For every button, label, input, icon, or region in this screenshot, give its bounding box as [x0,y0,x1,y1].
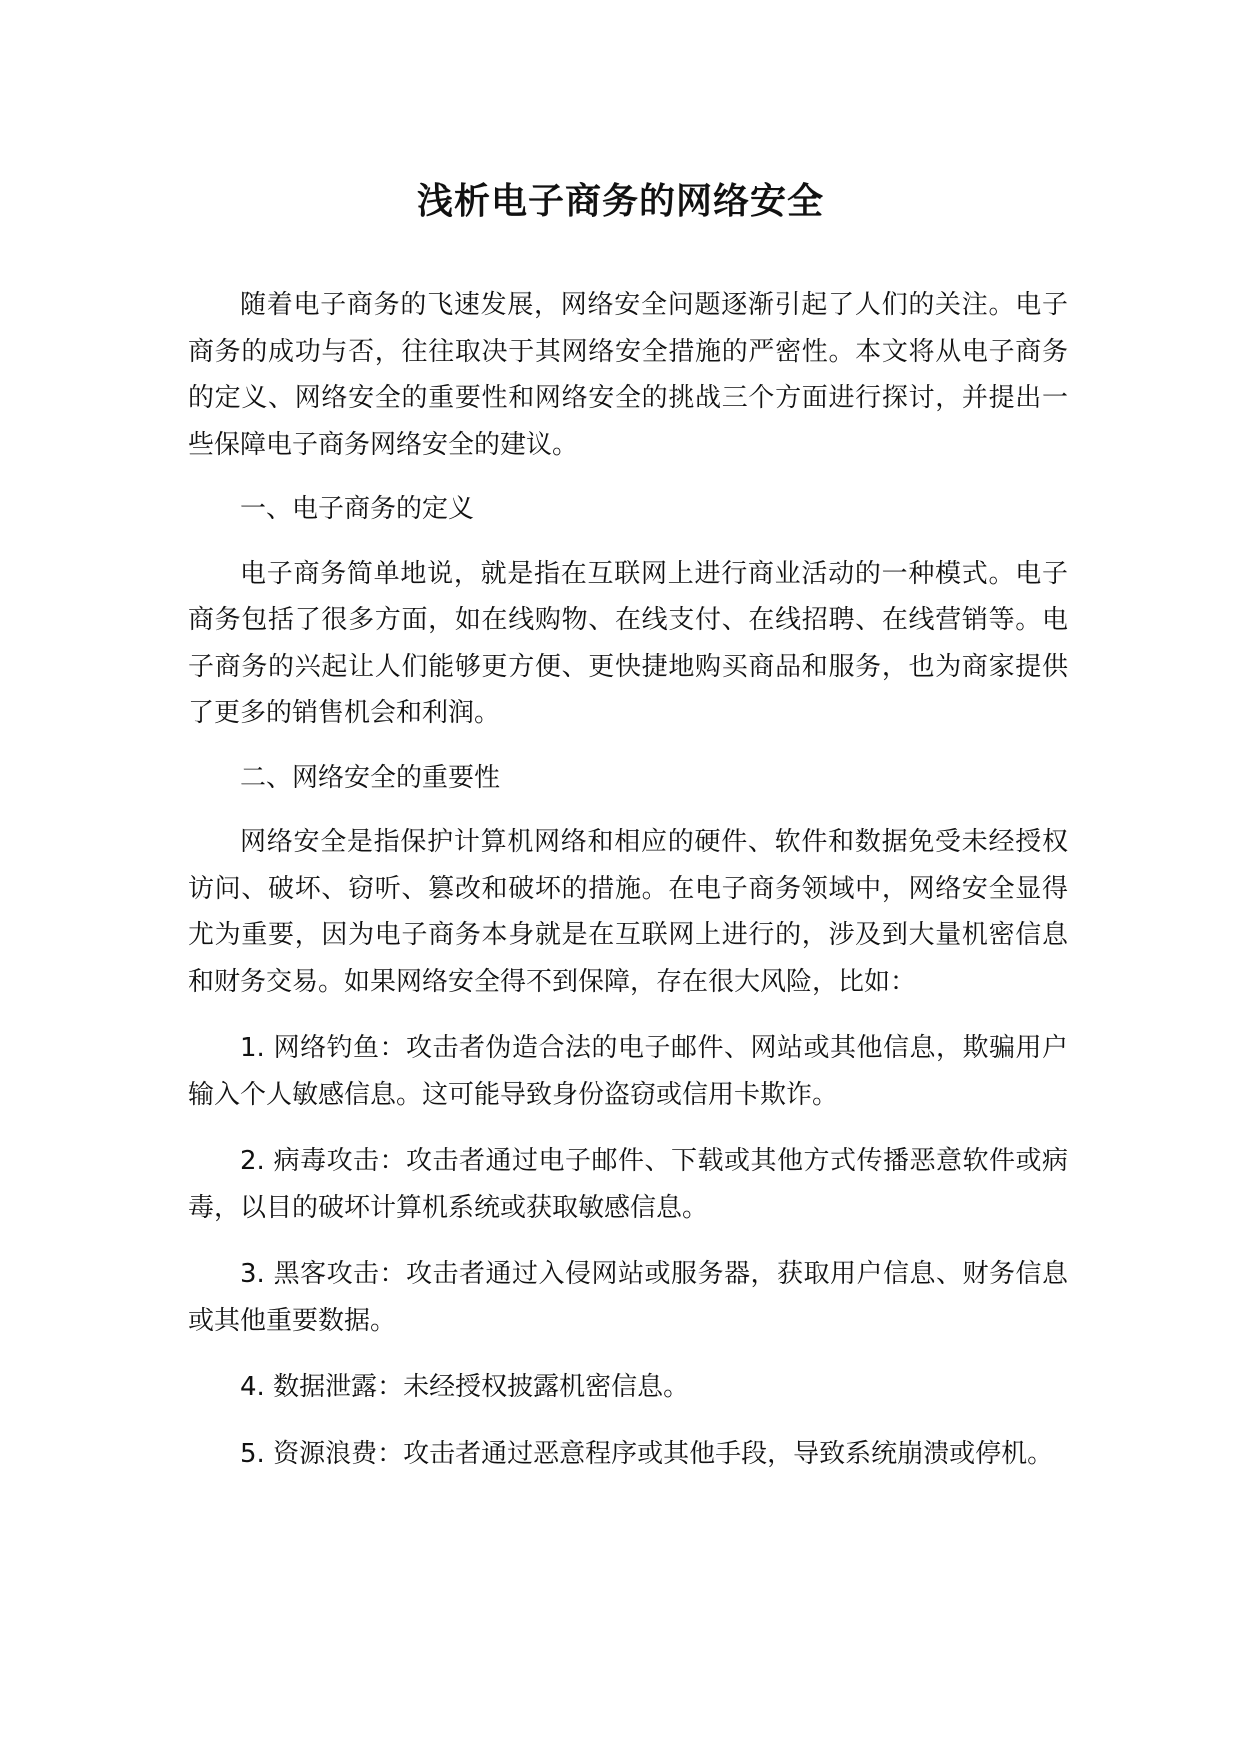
list-item-hacker: 3. 黑客攻击：攻击者通过入侵网站或服务器，获取用户信息、财务信息或其他重要数据。 [188,1259,1068,1336]
definition-paragraph: 电子商务简单地说，就是指在互联网上进行商业活动的一种模式。电子商务包括了很多方面，如在线购物、在线支付、在线招聘、在线营销等。电子商务的兴起让人们能够更方便、更快捷地购买商品和服务，也为商家提供了更多的销售机会和利润。 [188,558,1068,728]
document-body [188,282,1068,1477]
intro-paragraph: 随着电子商务的飞速发展，网络安全问题逐渐引起了人们的关注。电子商务的成功与否，往往取决于其网络安全措施的严密性。本文将从电子商务的定义、网络安全的重要性和网络安全的挑战三个方面进行探讨，并提出一些保障电子商务网络安全的建议。 [188,290,1068,460]
list-item-phishing: 1. 网络钓鱼：攻击者伪造合法的电子邮件、网站或其他信息，欺骗用户输入个人敏感信息。这可能导致身份盗窃或信用卡欺诈。 [188,1033,1068,1110]
document-title: 浅析电子商务的网络安全 [416,181,824,222]
importance-paragraph: 网络安全是指保护计算机网络和相应的硬件、软件和数据免受未经授权访问、破坏、窃听、篡改和破坏的措施。在电子商务领域中，网络安全显得尤为重要，因为电子商务本身就是在互联网上进行的，涉及到大量机密信息和财务交易。如果网络安全得不到保障，存在很大风险，比如： [188,827,1068,997]
section-heading-definition: 一、电子商务的定义 [240,494,475,524]
list-item-data-leak: 4. 数据泄露：未经授权披露机密信息。 [240,1372,690,1402]
list-item-virus: 2. 病毒攻击：攻击者通过电子邮件、下载或其他方式传播恶意软件或病毒，以目的破坏计算机系统或获取敏感信息。 [188,1146,1068,1223]
list-item-resource-waste: 5. 资源浪费：攻击者通过恶意程序或其他手段，导致系统崩溃或停机。 [240,1438,1054,1469]
section-heading-importance: 二、网络安全的重要性 [240,762,501,793]
